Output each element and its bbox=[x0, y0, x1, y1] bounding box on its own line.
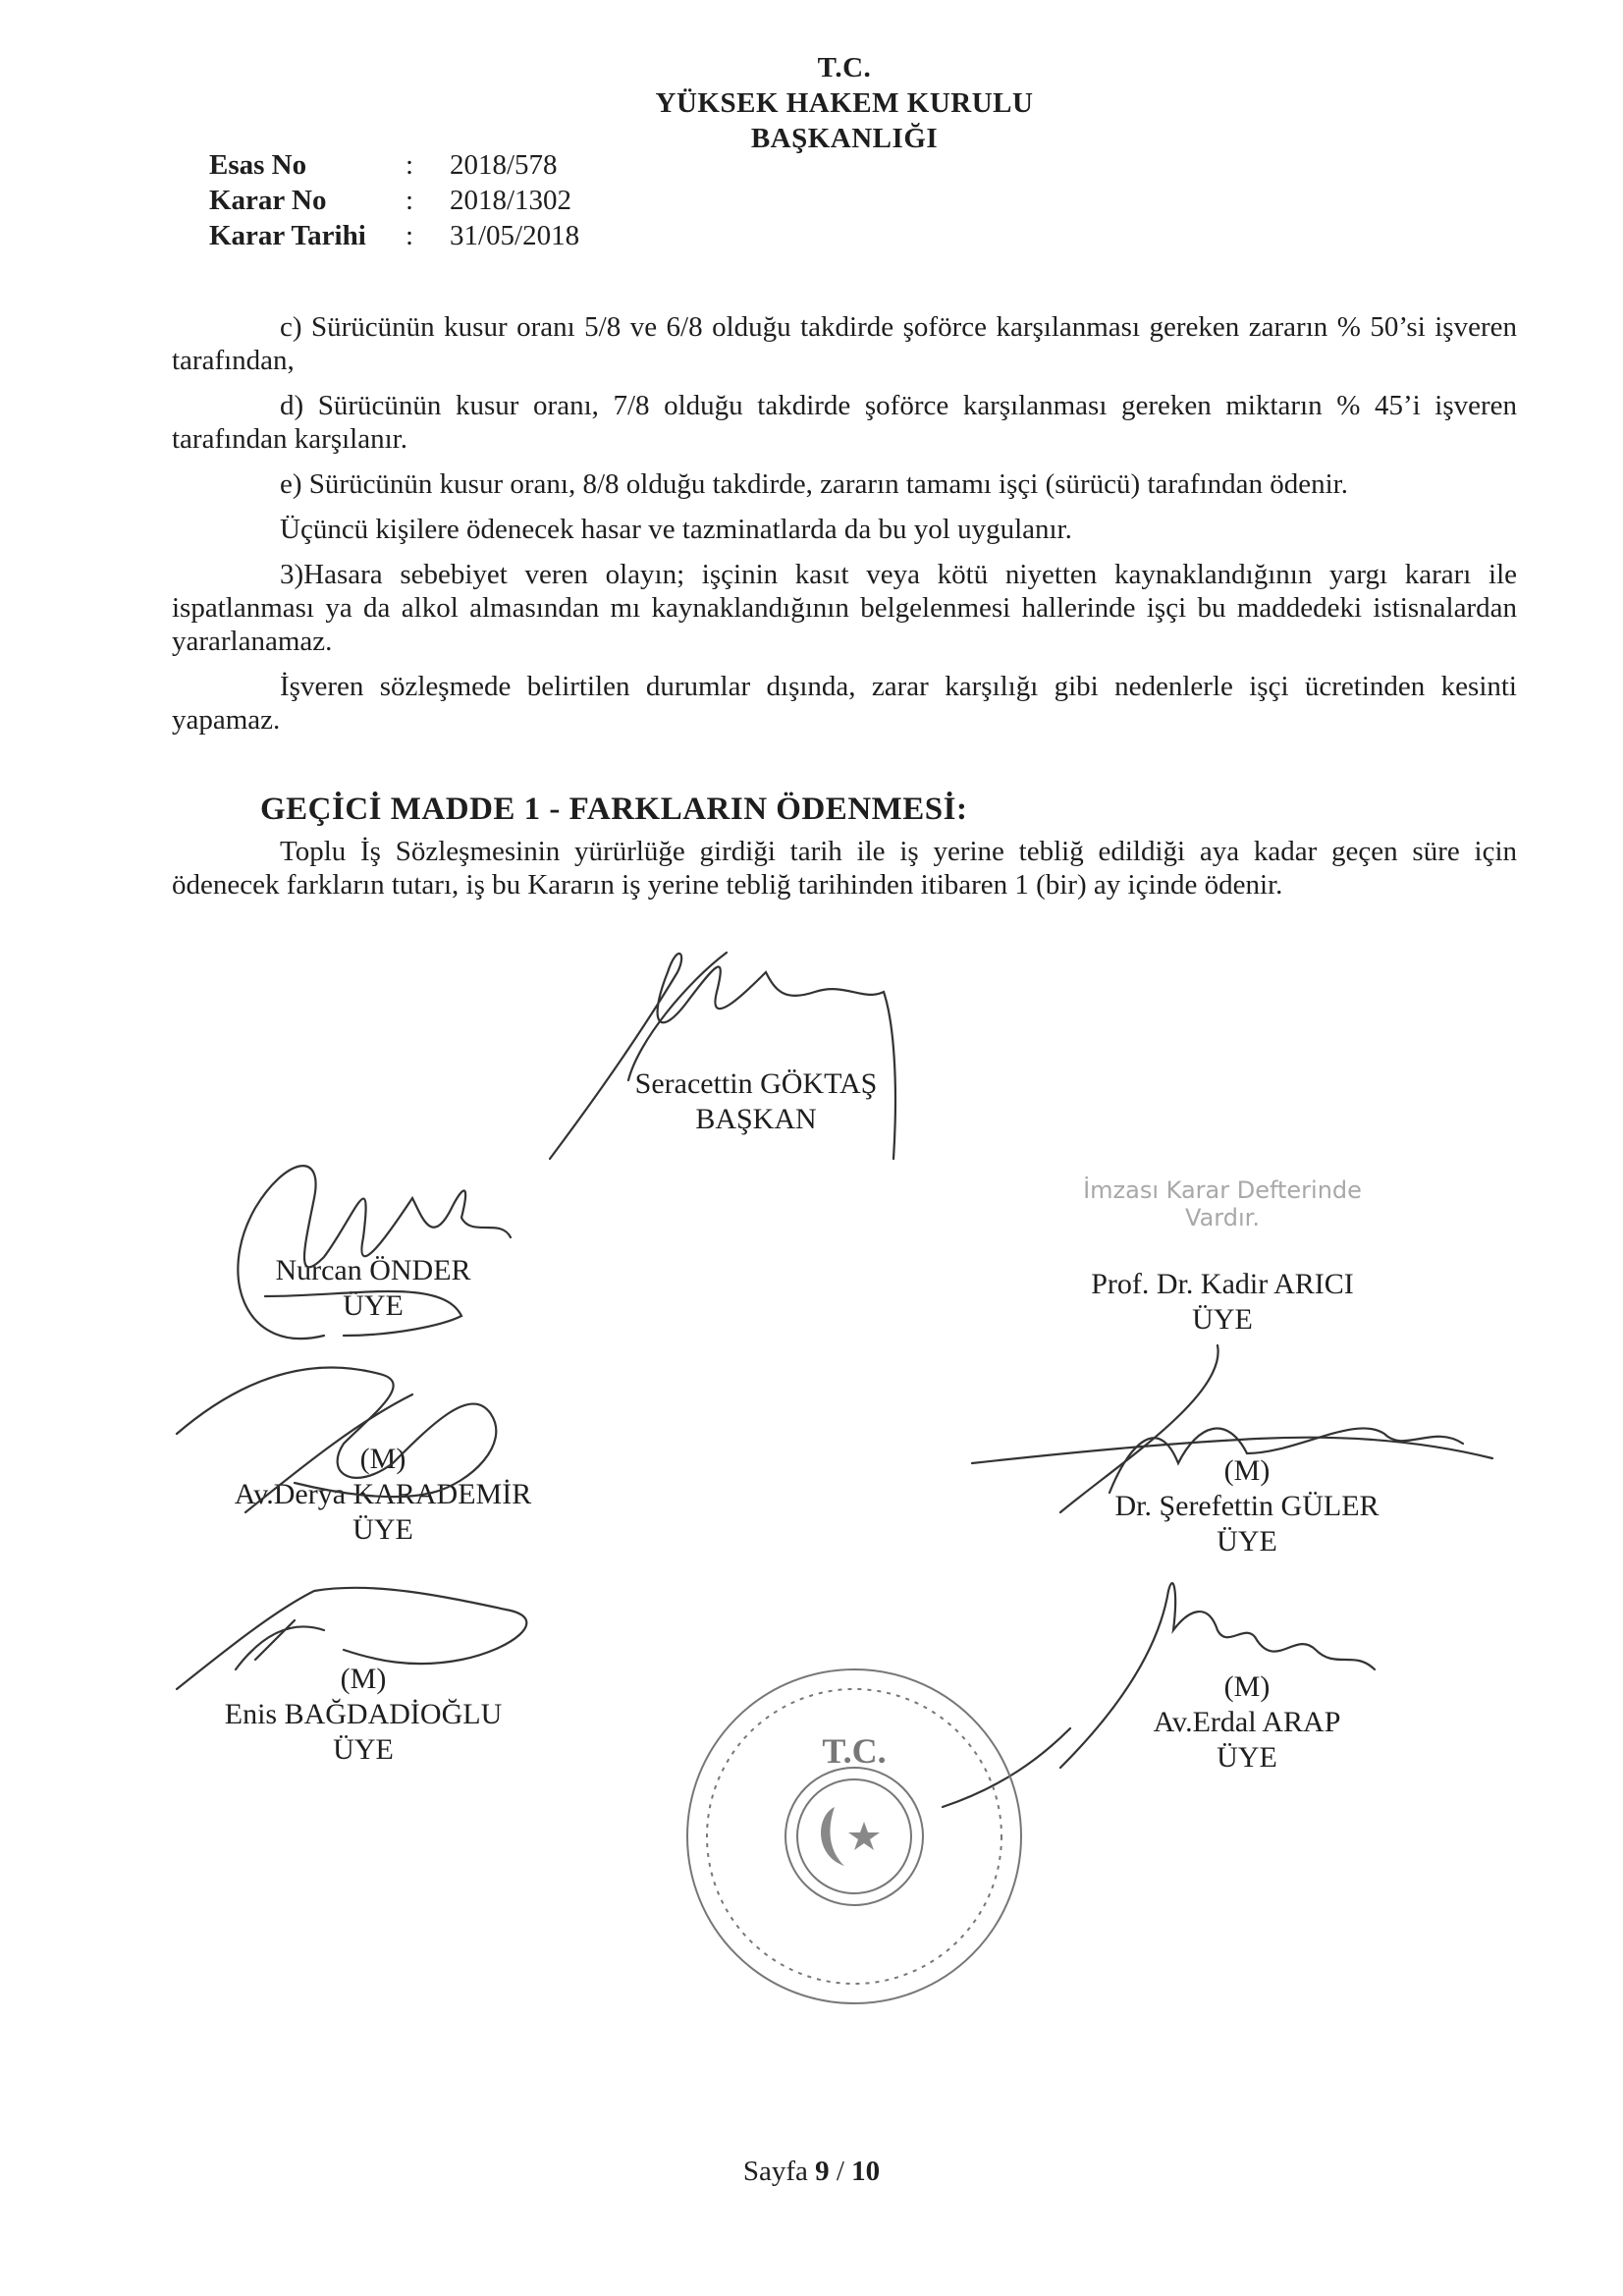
paragraph-isveren: İşveren sözleşmede belirtilen durumlar dışında, zarar karşılığı gibi nedenlerle işçi ücretinden kesinti yapamaz. bbox=[172, 671, 1517, 736]
page-footer bbox=[0, 2156, 1623, 2188]
header-institution: YÜKSEK HAKEM KURULU bbox=[655, 87, 1034, 119]
onder-title: ÜYE bbox=[343, 1289, 404, 1322]
baskan-scribble bbox=[550, 954, 895, 1159]
esas-label: Esas No bbox=[209, 149, 307, 181]
karar-colon: : bbox=[406, 185, 414, 216]
section-heading: GEÇİCİ MADDE 1 - FARKLARIN ÖDENMESİ: bbox=[260, 792, 968, 827]
onder-scribble bbox=[238, 1166, 511, 1339]
paragraph-3: 3)Hasara sebebiyet veren olayın; işçinin kasıt veya kötü niyetten kaynaklandığının yargı kararı ile ispatlanması ya da alkol almasından mı kaynaklandığının belgelenmesi hallerinde işçi bu maddedeki istisnalardan yararlanamaz. bbox=[172, 559, 1517, 657]
tarih-value: 31/05/2018 bbox=[450, 220, 580, 251]
karademir-title: ÜYE bbox=[352, 1513, 413, 1546]
header-tc: T.C. bbox=[817, 52, 872, 83]
paragraph-gecici: Toplu İş Sözleşmesinin yürürlüğe girdiği tarih ile iş yerine tebliğ edildiği aya kadar geçen süre için ödenecek farkların tutarı, iş bu Kararın iş yerine tebliğ tarihinden itibaren 1 (bir) ay içinde ödenir. bbox=[172, 836, 1517, 901]
karademir-scribble bbox=[177, 1368, 496, 1498]
official-seal bbox=[687, 1669, 1021, 2003]
karademir-name: Av.Derya KARADEMİR bbox=[234, 1478, 532, 1510]
footer-page: 9 bbox=[815, 2156, 830, 2187]
esas-value: 2018/578 bbox=[450, 149, 558, 181]
bagdadioglu-mark: (M) bbox=[340, 1663, 387, 1695]
guler-name: Dr. Şerefettin GÜLER bbox=[1114, 1490, 1380, 1522]
bagdadioglu-scribble bbox=[177, 1588, 526, 1689]
karademir-mark: (M) bbox=[359, 1443, 406, 1475]
arap-name: Av.Erdal ARAP bbox=[1153, 1706, 1341, 1738]
paragraph-d: d) Sürücünün kusur oranı, 7/8 olduğu takdirde şoförce karşılanması gereken miktarın % 45’i işveren tarafından karşılanır. bbox=[172, 390, 1517, 455]
baskan-title: BAŞKAN bbox=[695, 1103, 817, 1135]
arap-title: ÜYE bbox=[1217, 1741, 1277, 1774]
header-office: BAŞKANLIĞI bbox=[750, 123, 939, 154]
paragraph-c: c) Sürücünün kusur oranı 5/8 ve 6/8 olduğu takdirde şoförce karşılanması gereken zararın % 50’si işveren tarafından, bbox=[172, 311, 1517, 376]
footer-sep: / bbox=[829, 2156, 852, 2187]
seal-text: T.C. bbox=[822, 1731, 887, 1771]
arap-mark: (M) bbox=[1223, 1670, 1271, 1703]
paragraph-third-parties: Üçüncü kişilere ödenecek hasar ve tazminatlarda da bu yol uygulanır. bbox=[280, 514, 1072, 545]
karar-value: 2018/1302 bbox=[450, 185, 572, 216]
guler-mark: (M) bbox=[1223, 1454, 1271, 1487]
arici-title: ÜYE bbox=[1192, 1303, 1253, 1336]
note-line1: İmzası Karar Defterinde bbox=[1083, 1176, 1362, 1204]
guler-scribble bbox=[972, 1438, 1492, 1463]
note-line2: Vardır. bbox=[1185, 1204, 1260, 1231]
bagdadioglu-name: Enis BAĞDADİOĞLU bbox=[224, 1698, 503, 1730]
esas-colon: : bbox=[406, 149, 414, 181]
footer-prefix: Sayfa bbox=[742, 2156, 816, 2187]
karar-label: Karar No bbox=[209, 185, 327, 216]
baskan-name: Seracettin GÖKTAŞ bbox=[634, 1067, 878, 1100]
bagdadioglu-title: ÜYE bbox=[333, 1733, 394, 1766]
footer-total: 10 bbox=[851, 2156, 881, 2187]
onder-name: Nurcan ÖNDER bbox=[275, 1254, 471, 1286]
tarih-label: Karar Tarihi bbox=[209, 220, 366, 251]
tarih-colon: : bbox=[406, 220, 414, 251]
arap-scribble bbox=[1060, 1583, 1375, 1768]
arici-name: Prof. Dr. Kadir ARICI bbox=[1091, 1268, 1354, 1300]
paragraph-e: e) Sürücünün kusur oranı, 8/8 olduğu takdirde, zararın tamamı işçi (sürücü) tarafından ödenir. bbox=[280, 468, 1348, 500]
guler-title: ÜYE bbox=[1217, 1525, 1277, 1558]
